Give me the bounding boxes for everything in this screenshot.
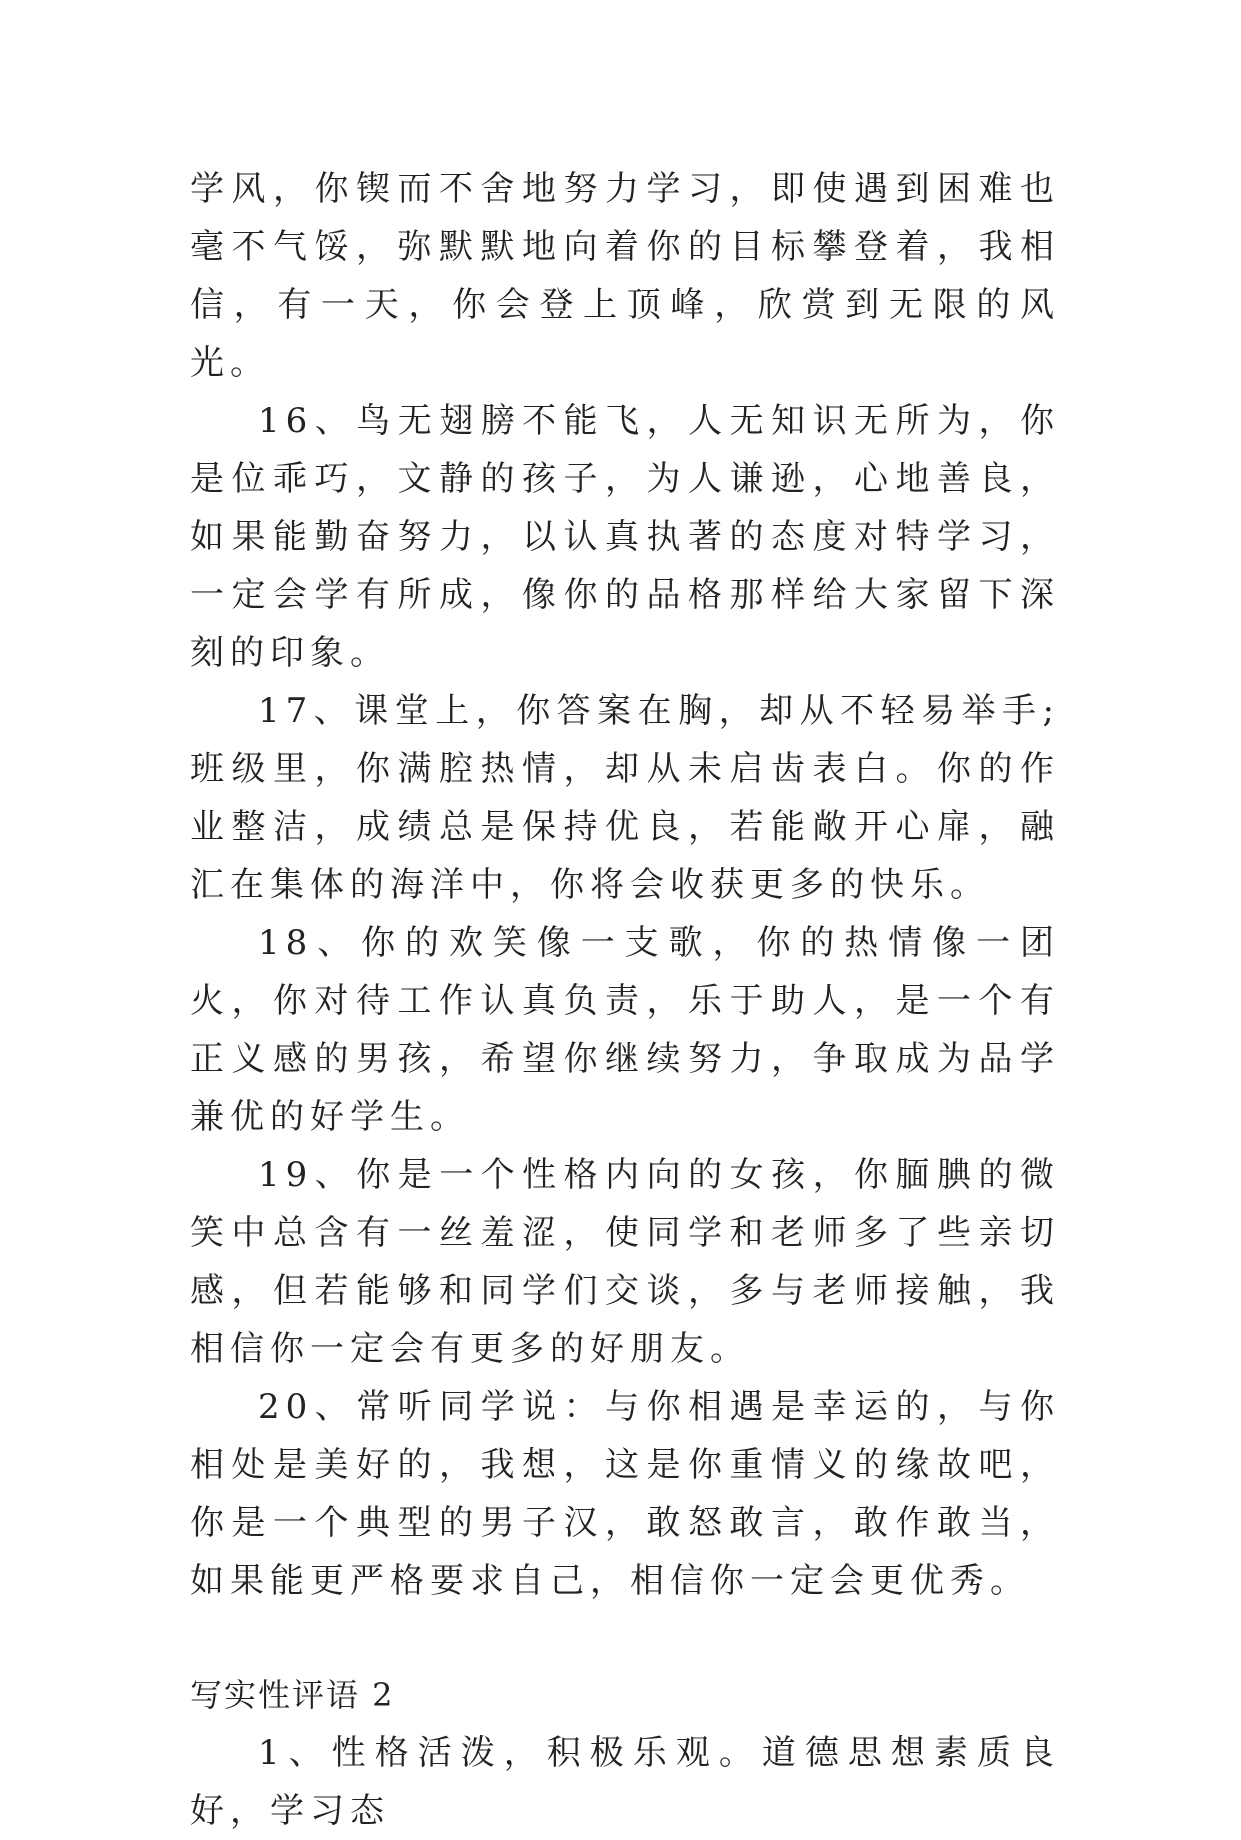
paragraph-item-20: 20、常听同学说：与你相遇是幸运的，与你相处是美好的，我想，这是你重情义的缘故吧，你是一个典型的男子汉，敢怒敢言，敢作敢当，如果能更严格要求自己，相信你一定会更优秀。 xyxy=(190,1387,1060,1601)
document-body xyxy=(190,160,1060,1840)
paragraph-continuation: 学风，你锲而不舍地努力学习，即使遇到困难也毫不气馁，弥默默地向着你的目标攀登着，我相信，有一天，你会登上顶峰，欣赏到无限的风光。 xyxy=(190,169,1060,383)
paragraph-item-19: 19、你是一个性格内向的女孩，你腼腆的微笑中总含有一丝羞涩，使同学和老师多了些亲切感，但若能够和同学们交谈，多与老师接触，我相信你一定会有更多的好朋友。 xyxy=(190,1155,1060,1369)
paragraph-item-17: 17、课堂上，你答案在胸，却从不轻易举手;班级里，你满腔热情，却从未启齿表白。你的作业整洁，成绩总是保持优良，若能敞开心扉，融汇在集体的海洋中，你将会收获更多的快乐。 xyxy=(190,691,1060,905)
section-paragraph-1: 1、性格活泼，积极乐观。道德思想素质良好，学习态 xyxy=(190,1733,1060,1831)
section-heading: 写实性评语 2 xyxy=(190,1676,395,1714)
paragraph-item-18: 18、你的欢笑像一支歌，你的热情像一团火，你对待工作认真负责，乐于助人，是一个有正义感的男孩，希望你继续努力，争取成为品学兼优的好学生。 xyxy=(190,923,1060,1137)
paragraph-item-16: 16、鸟无翅膀不能飞，人无知识无所为，你是位乖巧，文静的孩子，为人谦逊，心地善良，如果能勤奋努力，以认真执著的态度对特学习，一定会学有所成，像你的品格那样给大家留下深刻的印象。 xyxy=(190,401,1060,673)
